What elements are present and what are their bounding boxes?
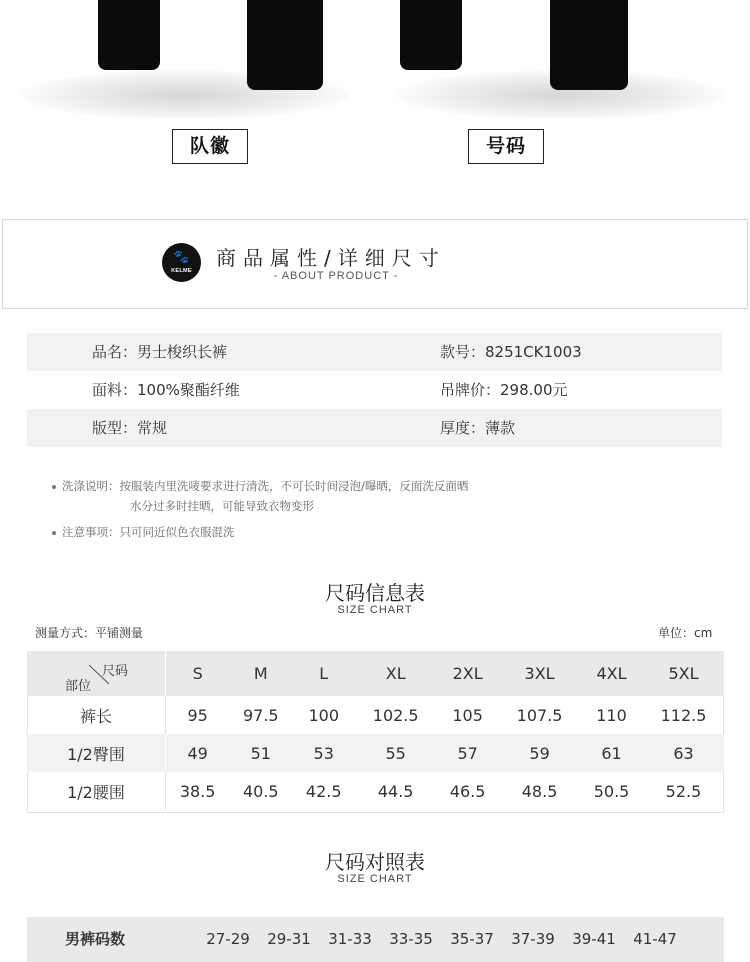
row-part-label: 1/2臀围	[27, 734, 166, 772]
diagonal-line	[27, 651, 165, 696]
table-cell: 49	[166, 734, 230, 772]
attribute-fit: 版型：常规	[92, 419, 168, 437]
comparison-row-label: 男裤码数	[64, 930, 125, 948]
table-cell: 61	[580, 734, 643, 772]
table-cell: 52.5	[665, 781, 702, 801]
size-chart-subtitle: SIZE CHART	[337, 604, 413, 616]
section-title: 商品属性/详细尺寸	[216, 246, 446, 270]
kelme-logo	[162, 243, 201, 282]
bullet-icon	[52, 485, 56, 489]
unit-label: 单位：cm	[658, 626, 713, 640]
measure-method: 测量方式：平铺测量	[35, 626, 144, 640]
pant-leg	[98, 0, 160, 70]
attribute-thickness: 厚度：薄款	[440, 419, 516, 437]
table-row	[27, 772, 724, 810]
number-label: 号码	[468, 129, 544, 164]
bullet-icon	[52, 531, 56, 535]
table-cell: 50.5	[593, 781, 630, 801]
size-col-header: M	[229, 651, 292, 696]
table-cell: 57	[436, 734, 499, 772]
table-cell: 48.5	[521, 781, 558, 801]
size-header-row	[27, 651, 724, 696]
table-cell: 44.5	[377, 781, 414, 801]
comparison-cell: 33-35	[389, 930, 433, 948]
size-col-header: 4XL	[580, 651, 643, 696]
attribute-name: 品名：男士梭织长裤	[92, 343, 228, 361]
caution-note	[52, 522, 235, 542]
row-part-label: 裤长	[27, 696, 166, 734]
logo-text: KELME	[171, 268, 192, 274]
paw-icon: 🐾	[173, 250, 190, 265]
comparison-cell: 37-39	[511, 930, 555, 948]
comparison-row	[27, 917, 724, 962]
table-row	[27, 696, 724, 734]
table-cell: 63	[643, 734, 724, 772]
attribute-row	[27, 333, 722, 371]
attribute-fabric: 面料：100%聚酯纤维	[92, 381, 240, 399]
comparison-cell: 41-47	[633, 930, 677, 948]
size-col-header: XL	[355, 651, 436, 696]
table-cell: 102.5	[372, 705, 419, 725]
size-col-header: 3XL	[499, 651, 580, 696]
caution-note-text: 注意事项：只可同近似色衣服混洗	[62, 525, 235, 539]
corner-size-label: 尺码	[102, 664, 129, 679]
wash-note-line2: 水分过多时挂晒，可能导致衣物变形	[130, 499, 314, 513]
attribute-price: 吊牌价：298.00元	[440, 381, 568, 399]
table-cell: 97.5	[242, 705, 279, 725]
size-col-header: L	[292, 651, 355, 696]
table-cell: 53	[292, 734, 355, 772]
size-chart-title: 尺码信息表	[325, 581, 425, 605]
table-cell: 107.5	[516, 705, 563, 725]
corner-part-label: 部位	[65, 679, 92, 694]
table-cell: 46.5	[449, 781, 486, 801]
pant-leg	[550, 0, 628, 90]
comparison-subtitle: SIZE CHART	[337, 873, 413, 885]
comparison-cell: 35-37	[450, 930, 494, 948]
table-cell: 110	[596, 705, 627, 725]
table-cell: 112.5	[660, 705, 707, 725]
team-badge-label: 队徽	[172, 129, 248, 164]
table-cell: 51	[229, 734, 292, 772]
size-col-header: 2XL	[436, 651, 499, 696]
comparison-title: 尺码对照表	[325, 850, 425, 874]
attribute-style-number: 款号：8251CK1003	[440, 343, 582, 361]
wash-note-text: 洗涤说明：按服装内里洗唛要求进行清洗，不可长时间浸泡/曝晒，反面洗反面晒	[62, 479, 469, 493]
pant-leg	[247, 0, 323, 90]
wash-note	[52, 476, 468, 496]
table-cell: 100	[308, 705, 339, 725]
pant-leg	[400, 0, 462, 70]
table-cell: 42.5	[305, 781, 342, 801]
comparison-cell: 29-31	[267, 930, 311, 948]
table-cell: 38.5	[179, 781, 216, 801]
table-row	[27, 734, 724, 772]
table-cell: 55	[355, 734, 436, 772]
attribute-row	[27, 409, 722, 447]
corner-cell	[27, 651, 166, 696]
table-cell: 95	[187, 705, 208, 725]
comparison-cell: 31-33	[328, 930, 372, 948]
comparison-cell: 39-41	[572, 930, 616, 948]
product-photo	[0, 0, 750, 118]
table-cell: 40.5	[242, 781, 279, 801]
attribute-table	[27, 333, 722, 447]
attribute-row	[27, 371, 722, 409]
table-cell: 105	[452, 705, 483, 725]
row-part-label: 1/2腰围	[27, 772, 166, 810]
size-table	[27, 651, 724, 810]
size-col-header: 5XL	[643, 651, 724, 696]
size-col-header: S	[166, 651, 230, 696]
comparison-cell: 27-29	[206, 930, 250, 948]
table-cell: 59	[499, 734, 580, 772]
section-subtitle: - ABOUT PRODUCT -	[273, 270, 399, 282]
